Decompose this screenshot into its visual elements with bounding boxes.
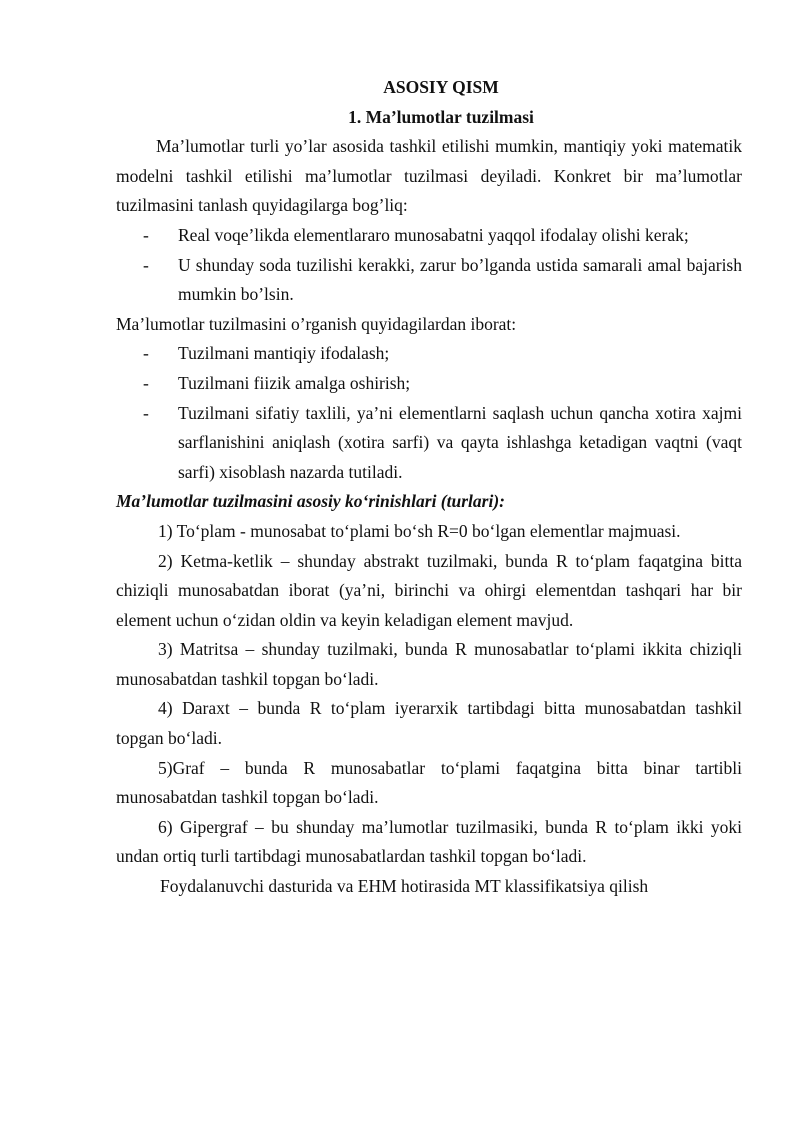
- types-heading: Ma’lumotlar tuzilmasini asosiy ko‘rinishlari (turlari):: [116, 491, 505, 512]
- study-lead: Ma’lumotlar tuzilmasini o’rganish quyidagilardan iborat:: [116, 313, 517, 334]
- page-title: ASOSIY QISM: [383, 77, 499, 97]
- type-item: 5)Graf – bunda R munosabatlar to‘plami faqatgina bitta binar tartibli munosabatdan tashkil topgan bo‘ladi.: [116, 757, 742, 808]
- type-item: 6) Gipergraf – bu shunday ma’lumotlar tuzilmasiki, bunda R to‘plam ikki yoki undan ortiq turli tartibdagi munosabatlardan tashkil topgan bo‘ladi.: [116, 816, 742, 867]
- type-item: 4) Daraxt – bunda R to‘plam iyerarxik tartibdagi bitta munosabatdan tashkil topgan bo‘ladi.: [116, 698, 742, 749]
- requirement-item: [143, 251, 742, 310]
- study-item: [143, 339, 742, 369]
- type-item: 2) Ketma-ketlik – shunday abstrakt tuzilmaki, bunda R to‘plam faqatgina bitta chiziqli munosabatdan iborat (ya’ni, birinchi va ohirgi elementdan tashqari har bir element uchun o‘zidan oldin va keyin keladigan element mavjud.: [116, 550, 742, 630]
- intro-paragraph: Ma’lumotlar turli yo’lar asosida tashkil etilishi mumkin, mantiqiy yoki matematik modelni tashkil etilishi ma’lumotlar tuzilmasi deyiladi. Konkret bir ma’lumotlar tuzilmasini tanlash quyidagilarga bog’liq:: [116, 136, 742, 216]
- requirement-text: U shunday soda tuzilishi kerakki, zarur bo’lganda ustida samarali amal bajarish mumkin bo’lsin.: [178, 254, 742, 305]
- study-item: [143, 369, 742, 399]
- page-content: [116, 73, 742, 902]
- study-text: Tuzilmani sifatiy taxlili, ya’ni elementlarni saqlash uchun qancha xotira xajmi sarflanishini aniqlash (xotira sarfi) va qayta ishlashga ketadigan vaqtni (vaqt sarfi) xisoblash nazarda tutiladi.: [178, 402, 742, 482]
- dash-marker: -: [143, 224, 149, 245]
- type-item: 3) Matritsa – shunday tuzilmaki, bunda R munosabatlar to‘plami ikkita chiziqli munosabatdan tashkil topgan bo‘ladi.: [116, 639, 742, 689]
- closing-line: Foydalanuvchi dasturida va EHM hotirasida MT klassifikatsiya qilish: [160, 876, 649, 897]
- dash-marker: -: [143, 372, 149, 393]
- dash-marker: -: [143, 343, 149, 364]
- requirement-item: [143, 221, 742, 251]
- study-text: Tuzilmani mantiqiy ifodalash;: [178, 343, 390, 364]
- study-item: [143, 399, 742, 488]
- requirement-text: Real voqe’likda elementlararo munosabatni yaqqol ifodalay olishi kerak;: [178, 224, 689, 245]
- section-title: 1. Ma’lumotlar tuzilmasi: [348, 106, 534, 127]
- study-text: Tuzilmani fiizik amalga oshirish;: [178, 372, 411, 393]
- type-item: 1) To‘plam - munosabat to‘plami bo‘sh R=0 bo‘lgan elementlar majmuasi.: [158, 520, 681, 541]
- dash-marker: -: [143, 254, 149, 275]
- dash-marker: -: [143, 402, 149, 423]
